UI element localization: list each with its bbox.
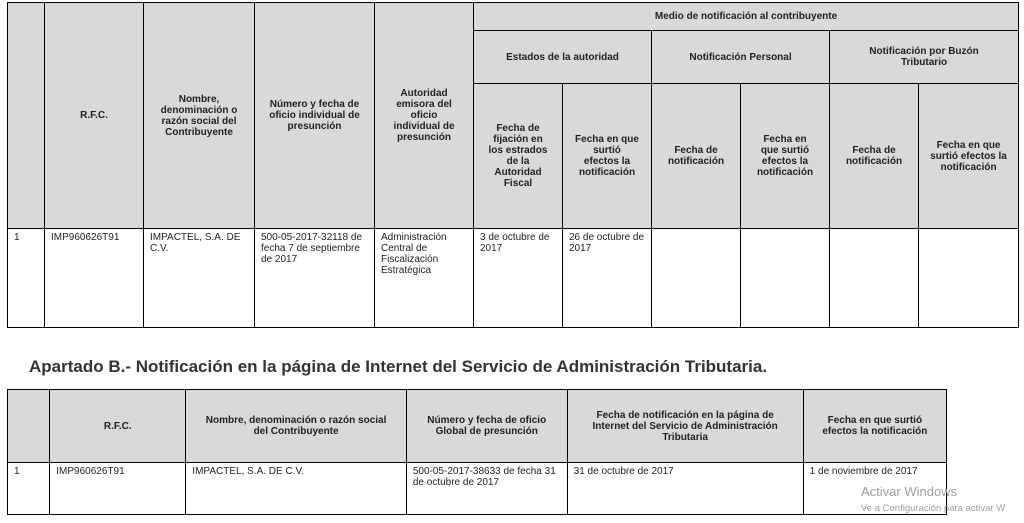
personal-fecha-header: Fecha de notificación (652, 84, 741, 229)
index-header (8, 390, 50, 463)
table-row (8, 463, 947, 515)
notificacion-cell: 31 de octubre de 2017 (567, 463, 803, 515)
notification-table-a (7, 2, 1019, 328)
oficio-cell: 500-05-2017-32118 de fecha 7 de septiembre de 2017 (255, 229, 375, 328)
estrados-fijacion-cell: 3 de octubre de 2017 (474, 229, 563, 328)
notificacion-header: Fecha de notificación en la página de Internet del Servicio de Administración Tributaria (567, 390, 803, 463)
buzon-efectos-header: Fecha en que surtió efectos la notificación (919, 84, 1019, 229)
buzon-fecha-cell (830, 229, 919, 328)
rfc-header: R.F.C. (45, 3, 144, 229)
efectos-cell: 1 de noviembre de 2017 (803, 463, 946, 515)
rfc-cell: IMP960626T91 (50, 463, 186, 515)
rfc-header: R.F.C. (50, 390, 186, 463)
watermark-subtitle: Ve a Configuración para activar W (861, 503, 1006, 514)
estrados-subgroup-header: Estados de la autoridad (474, 31, 652, 84)
row-index: 1 (8, 463, 50, 515)
table-row (8, 229, 1019, 328)
buzon-fecha-header: Fecha de notificación (830, 84, 919, 229)
personal-fecha-cell (652, 229, 741, 328)
nombre-header: Nombre, denominación o razón social del Contribuyente (144, 3, 255, 229)
oficio-header: Número y fecha de oficio individual de presunción (255, 3, 375, 229)
windows-activation-watermark (861, 484, 1005, 514)
personal-efectos-cell (741, 229, 830, 328)
watermark-title: Activar Windows (861, 484, 958, 499)
nombre-cell: IMPACTEL, S.A. DE C.V. (144, 229, 255, 328)
oficio-cell: 500-05-2017-38633 de fecha 31 de octubre de 2017 (406, 463, 567, 515)
buzon-efectos-cell (919, 229, 1019, 328)
estrados-fijacion-header: Fecha de fijación en los estrados de la Autoridad Fiscal (474, 84, 563, 229)
personal-subgroup-header: Notificación Personal (652, 31, 830, 84)
autoridad-cell: Administración Central de Fiscalización Estratégica (375, 229, 474, 328)
estrados-efectos-header: Fecha en que surtió efectos la notificación (563, 84, 652, 229)
personal-efectos-header: Fecha en que surtió efectos la notificación (741, 84, 830, 229)
row-index: 1 (8, 229, 45, 328)
buzon-subgroup-header: Notificación por Buzón Tributario (830, 31, 1019, 84)
oficio-header: Número y fecha de oficio Global de presunción (406, 390, 567, 463)
index-header (8, 3, 45, 229)
notification-group-header: Medio de notificación al contribuyente (474, 3, 1019, 31)
nombre-cell: IMPACTEL, S.A. DE C.V. (186, 463, 407, 515)
nombre-header: Nombre, denominación o razón social del Contribuyente (186, 390, 407, 463)
estrados-efectos-cell: 26 de octubre de 2017 (563, 229, 652, 328)
rfc-cell: IMP960626T91 (45, 229, 144, 328)
notification-table-b (7, 389, 947, 515)
efectos-header: Fecha en que surtió efectos la notificación (803, 390, 946, 463)
autoridad-header: Autoridad emisora del oficio individual de presunción (375, 3, 474, 229)
section-b-heading: Apartado B.- Notificación en la página de Internet del Servicio de Administración Tributaria. (29, 357, 768, 376)
